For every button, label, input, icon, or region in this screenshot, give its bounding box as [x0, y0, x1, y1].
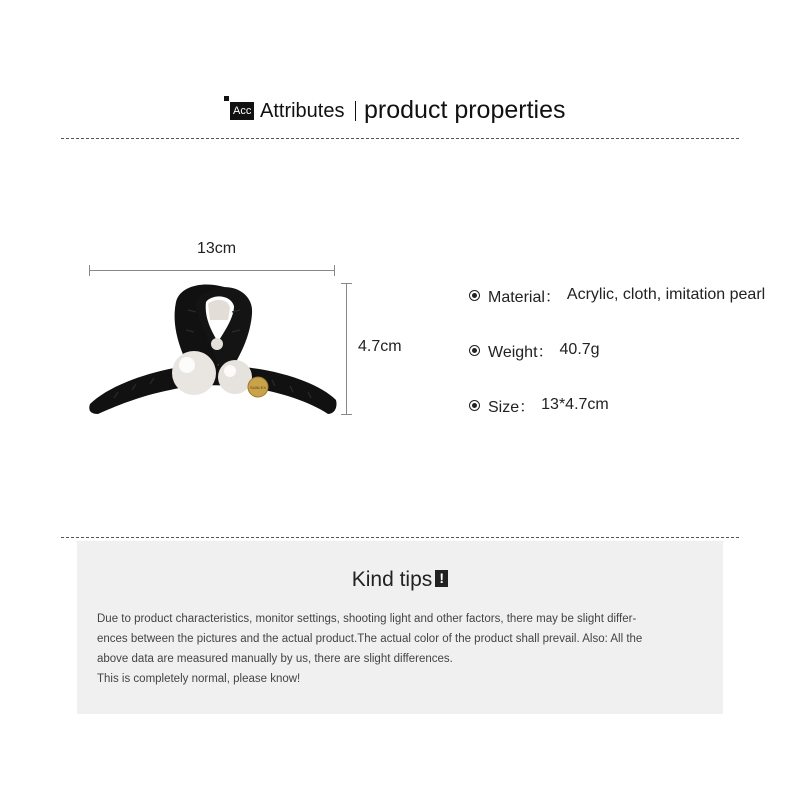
header-tag: Acc — [230, 102, 254, 120]
width-dimension-line — [90, 270, 335, 271]
spec-value: Acrylic, cloth, imitation pearl — [566, 286, 766, 303]
tips-line: Due to product characteristics, monitor settings, shooting light and other factors, there may be slight differ- — [97, 613, 637, 625]
spec-row-weight — [469, 339, 600, 361]
kind-tips-title: Kind tips — [351, 568, 433, 591]
bullet-icon — [469, 290, 480, 301]
header-separator — [355, 101, 356, 121]
spec-key: Material： — [488, 288, 561, 306]
header-square-decoration — [224, 96, 229, 101]
tips-line: This is completely normal, please know! — [97, 673, 301, 685]
gold-badge-text: SUNLEX — [249, 385, 267, 390]
kind-tips-panel — [77, 541, 723, 714]
width-dimension-label: 13cm — [197, 240, 237, 257]
product-image-hair-claw — [84, 280, 344, 420]
kind-tips-text — [97, 609, 709, 689]
height-dimension-line — [346, 283, 347, 414]
spec-value: 40.7g — [559, 341, 600, 358]
spec-key: Size： — [488, 398, 536, 416]
small-pearl — [218, 360, 252, 394]
kind-tips-heading — [77, 567, 723, 593]
page-title: product properties — [364, 96, 566, 124]
width-dimension-right-cap — [334, 265, 335, 276]
width-dimension-left-cap — [89, 265, 90, 276]
tips-line: above data are measured manually by us, there are slight differences. — [97, 653, 453, 665]
warning-icon: ! — [435, 570, 448, 587]
large-pearl — [172, 351, 216, 395]
spec-row-size — [469, 394, 609, 416]
spec-row-material — [469, 284, 765, 306]
back-pearl — [211, 338, 223, 350]
bottom-divider — [61, 537, 739, 538]
tips-line: ences between the pictures and the actual product.The actual color of the product shall prevail. Also: All the — [97, 633, 643, 645]
bullet-icon — [469, 345, 480, 356]
height-dimension-label: 4.7cm — [358, 338, 402, 355]
header-attributes-label: Attributes — [260, 100, 345, 122]
bullet-icon — [469, 400, 480, 411]
top-divider — [61, 138, 739, 139]
spec-value: 13*4.7cm — [541, 396, 609, 413]
spec-key: Weight： — [488, 343, 554, 361]
